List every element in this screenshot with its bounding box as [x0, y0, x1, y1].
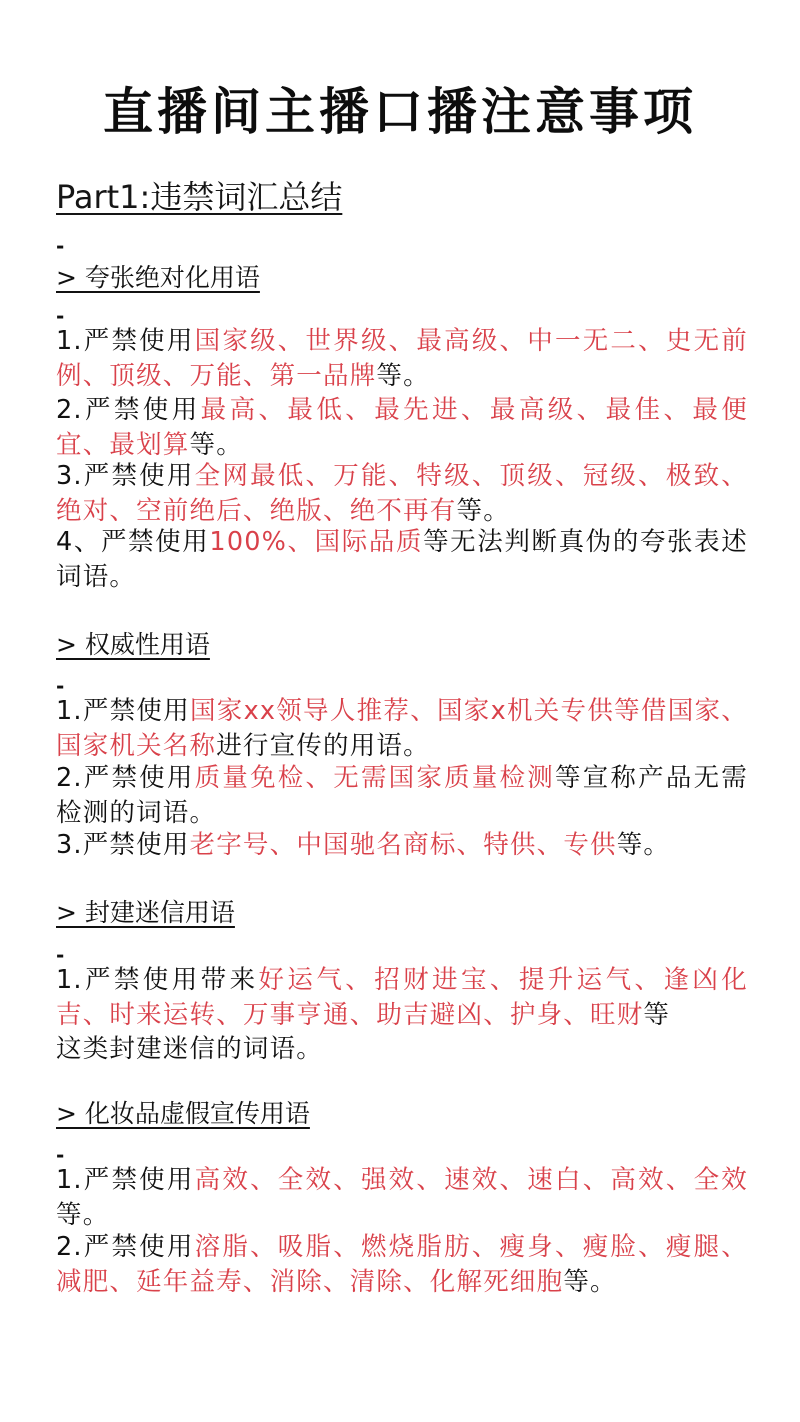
- list-item: 1.严禁使用带来好运气、招财进宝、提升运气、逢凶化吉、时来运转、万事亨通、助吉避凶、护身、旺财等 这类封建迷信的词语。: [56, 965, 748, 1064]
- list-item: 2.严禁使用质量免检、无需国家质量检测等宣称产品无需检测的词语。: [56, 763, 748, 828]
- dash-divider: -: [56, 674, 65, 698]
- dash-divider: -: [56, 304, 65, 328]
- section-heading-exaggeration: > 夸张绝对化用语: [56, 263, 260, 292]
- list-item: 1.严禁使用高效、全效、强效、速效、速白、高效、全效等。: [56, 1165, 748, 1230]
- list-item: 2.严禁使用最高、最低、最先进、最高级、最佳、最便宜、最划算等。: [56, 395, 748, 460]
- list-item: 3.严禁使用老字号、中国驰名商标、特供、专供等。: [56, 830, 671, 860]
- section-heading-authority: > 权威性用语: [56, 630, 210, 659]
- dash-divider: -: [56, 1143, 65, 1167]
- list-item: 4、严禁使用100%、国际品质等无法判断真伪的夸张表述词语。: [56, 527, 748, 592]
- part-heading: Part1:违禁词汇总结: [56, 178, 343, 216]
- section-heading-superstition: > 封建迷信用语: [56, 898, 235, 927]
- dash-divider: -: [56, 234, 65, 258]
- dash-divider: -: [56, 943, 65, 967]
- list-item: 3.严禁使用全网最低、万能、特级、顶级、冠级、极致、绝对、空前绝后、绝版、绝不再有等。: [56, 461, 748, 526]
- page-title: 直播间主播口播注意事项: [103, 83, 697, 141]
- section-heading-cosmetics: > 化妆品虚假宣传用语: [56, 1099, 310, 1128]
- list-item: 2.严禁使用溶脂、吸脂、燃烧脂肪、瘦身、瘦脸、瘦腿、减肥、延年益寿、消除、清除、化解死细胞等。: [56, 1232, 748, 1297]
- list-item: 1.严禁使用国家级、世界级、最高级、中一无二、史无前例、顶级、万能、第一品牌等。: [56, 326, 748, 391]
- list-item: 1.严禁使用国家xx领导人推荐、国家x机关专供等借国家、国家机关名称进行宣传的用语。: [56, 696, 748, 761]
